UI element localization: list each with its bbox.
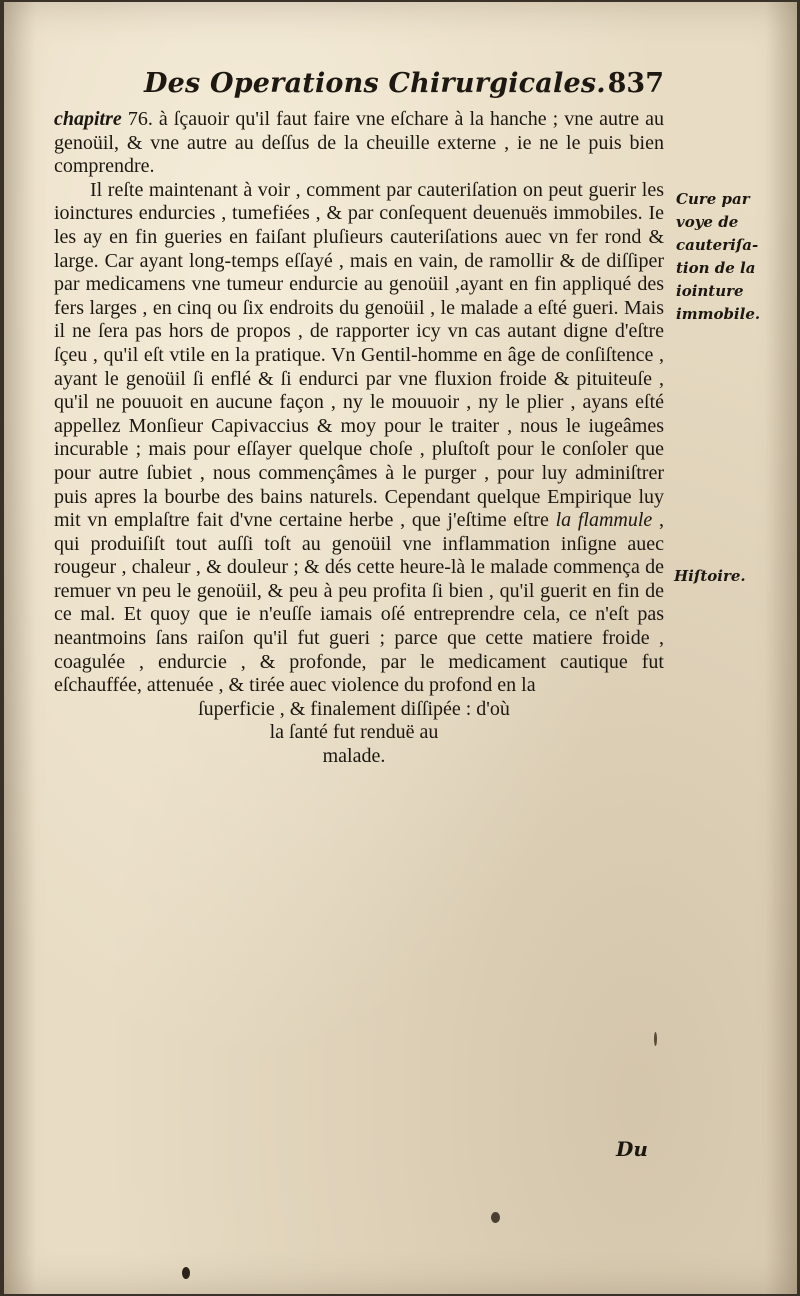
closing-lines <box>54 698 664 769</box>
marginal-note-histoire <box>674 565 784 588</box>
running-title: Des Operations Chirurgicales. <box>144 68 606 99</box>
marginal-line: tion de la <box>676 259 756 277</box>
marginal-note-cure <box>676 188 786 326</box>
ink-speck <box>654 1032 657 1046</box>
marginal-line: cauteriſa- <box>676 236 759 254</box>
marginal-line: voye de <box>676 213 739 231</box>
paragraph-1 <box>54 108 664 179</box>
closing-line-1: ſuperficie , & finalement diſſipée : d'où <box>198 697 510 720</box>
marginal-line: Hiſtoire. <box>674 567 746 585</box>
marginal-line: iointure <box>676 282 744 300</box>
italic-term: la flammule <box>555 509 653 532</box>
marginal-line: Cure par <box>676 190 750 208</box>
closing-line-2: la ſanté fut renduë au <box>269 721 439 744</box>
main-text <box>54 108 664 769</box>
paragraph-3-text: , qui produiſiſt tout auſſi toſt au genoüil vne inflammation inſigne auec rougeur , chaleur , & douleur ; & dés cette heure-là le malade commença de remuer vn peu le genoüil, & peu à peu profita ſi bien , qu'il guerit en fin de ce mal. Et quoy que ie n'euſſe iamais oſé entreprendre cela, ce n'eſt pas neantmoins ſans raiſon qu'il fut gueri ; parce que cette matiere froide , coagulée , endurcie , & profonde, par le medicament cautique fut eſchauffée, attenuée , & tirée auec violence du profond en la <box>54 509 665 697</box>
paragraph-2-text: Il reſte maintenant à voir , comment par cauteriſation on peut guerir les ioinctures endurcies , tumefiées , & par conſequent deuenuës immobiles. Ie les ay en fin gueries en faiſant pluſieurs cauteriſations auec vn fer rond & large. Car ayant long-temps eſſayé , mais en vain, de ramollir & de diſſiper par medicamens vne tumeur endurcie au genoüil ,ayant en fin appliqué des fers larges , en cinq ou ſix endroits du genoüil , le malade a eſté gueri. Mais il ne ſera pas hors de propos , de rapporter icy vn cas autant digne d'eſtre ſçeu , qu'il eſt vtile en la pratique. Vn Gentil-homme en âge de conſiſtence , ayant le genoüil ſi enflé & ſi endurci par vne fluxion froide & pituiteuſe , qu'il ne pouuoit en aucune façon , ny le mouuoir , ny le plier , ayans eſté appellez Monſieur Capivaccius & moy pour le traiter , nous le iugeâmes incurable ; mais pour eſſayer quelque choſe , pluſtoſt pour le conſoler que pour autre ſubiet , nous commençâmes à le purger , pour luy adminiſtrer puis apres la bourbe des bains naturels. Cependant quelque Empirique luy mit vn emplaſtre fait d'vne certaine herbe , que j'eſtime eſtre <box>54 178 664 532</box>
ink-speck <box>491 1212 500 1223</box>
closing-line-3: malade. <box>322 745 386 768</box>
paragraph-2 <box>54 179 664 698</box>
chapter-reference: chapitre <box>54 108 122 130</box>
marginal-line: immobile. <box>676 305 761 323</box>
paragraph-1-text: 76. à ſçauoir qu'il faut faire vne eſchare à la hanche ; vne autre au genoüil, & vne autre au deſſus de la cheuille externe , ie ne le puis bien comprendre. <box>54 108 664 178</box>
page-header <box>144 68 664 99</box>
ink-speck <box>182 1267 190 1279</box>
book-page <box>4 2 797 1294</box>
catchword: Du <box>616 1137 648 1161</box>
page-number: 837 <box>607 68 664 99</box>
